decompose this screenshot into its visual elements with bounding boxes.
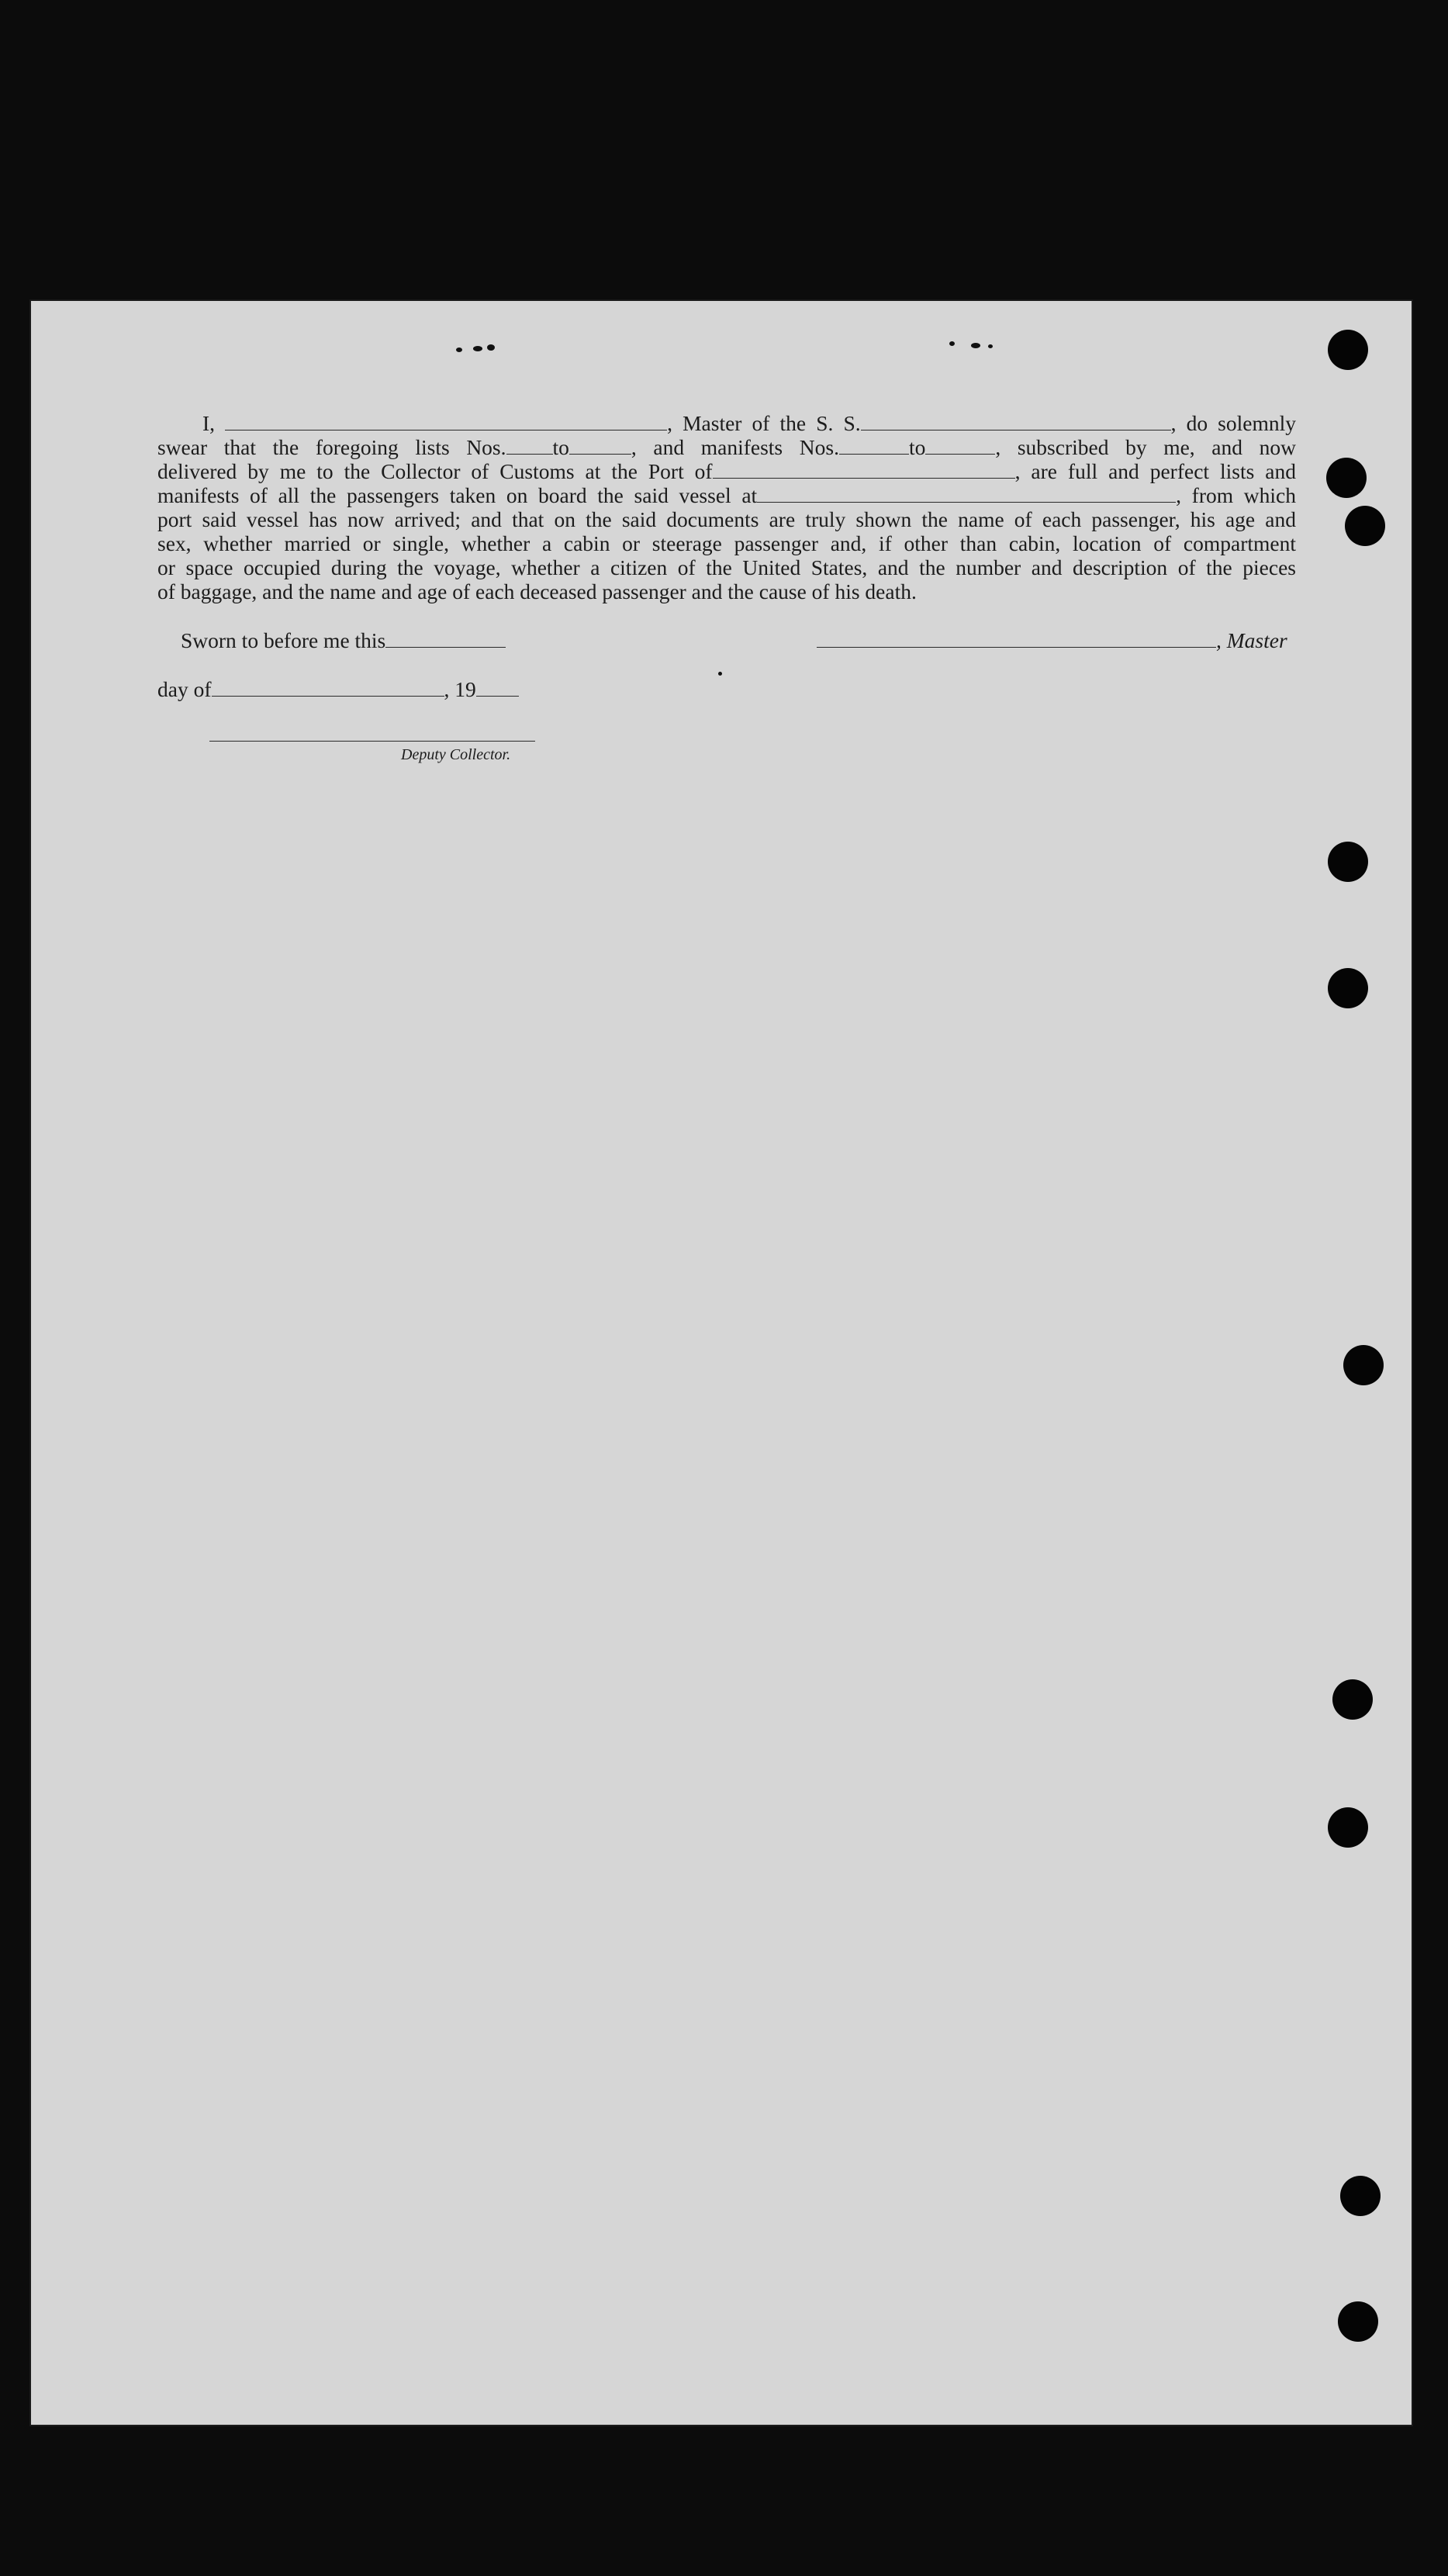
- manifest-to-blank: [925, 437, 995, 455]
- day-of-text: day of: [157, 677, 212, 701]
- speck: [487, 344, 495, 351]
- port-blank: [713, 461, 1015, 479]
- punch-hole: [1338, 2301, 1378, 2342]
- punch-hole: [1328, 330, 1368, 370]
- sworn-text: Sworn to before me this: [181, 628, 386, 652]
- punch-hole: [1328, 968, 1368, 1008]
- punch-hole: [1343, 1345, 1384, 1385]
- oath-line-2: [157, 435, 1296, 459]
- manifest-from-blank: [839, 437, 909, 455]
- oath-text: , Master of the S. S.: [667, 411, 861, 435]
- speck: [971, 343, 980, 348]
- day-row: [157, 677, 519, 702]
- oath-text: , do solemnly: [1170, 411, 1296, 435]
- punch-hole: [1345, 506, 1385, 546]
- oath-paragraph: [157, 411, 1296, 603]
- oath-text: to: [552, 435, 569, 459]
- oath-text: sex, whether married or single, whether a cabin or steerage passenger and, if other than cabin, location of compartment: [157, 531, 1296, 555]
- sworn-row: [181, 628, 506, 653]
- list-from-blank: [506, 437, 553, 455]
- oath-text: swear that the foregoing lists Nos.: [157, 435, 506, 459]
- oath-line-7: [157, 555, 1296, 579]
- oath-line-8: [157, 579, 1296, 603]
- oath-text: , subscribed by me, and now: [995, 435, 1296, 459]
- year-prefix: , 19: [444, 677, 476, 701]
- punch-hole: [1328, 842, 1368, 882]
- oath-text: , from which: [1176, 483, 1296, 507]
- oath-text: of baggage, and the name and age of each deceased passenger and the cause of his death.: [157, 579, 917, 603]
- speck: [949, 341, 955, 346]
- master-label: , Master: [1216, 628, 1287, 652]
- speck: [988, 344, 993, 348]
- ship-name-blank: [861, 413, 1171, 430]
- speck: [473, 346, 482, 351]
- oath-line-4: [157, 483, 1296, 507]
- month-blank: [212, 679, 444, 697]
- master-signature-row: [817, 628, 1287, 653]
- oath-line-5: [157, 507, 1296, 531]
- punch-hole: [1340, 2176, 1381, 2216]
- departure-port-blank: [757, 485, 1176, 503]
- punch-hole: [1326, 458, 1367, 498]
- list-to-blank: [569, 437, 631, 455]
- speck: [456, 348, 462, 352]
- punch-hole: [1332, 1679, 1373, 1720]
- oath-text: port said vessel has now arrived; and that on the said documents are truly shown the name of each passenger, his age and: [157, 507, 1296, 531]
- oath-line-1: [157, 411, 1296, 435]
- master-signature-blank: [817, 630, 1216, 648]
- oath-text: manifests of all the passengers taken on board the said vessel at: [157, 483, 758, 507]
- punch-hole: [1328, 1807, 1368, 1848]
- oath-line-3: [157, 459, 1296, 483]
- oath-text: I,: [202, 411, 216, 435]
- oath-line-6: [157, 531, 1296, 555]
- oath-text: or space occupied during the voyage, whether a citizen of the United States, and the number and description of the pieces: [157, 555, 1296, 579]
- document-sheet: [31, 301, 1412, 2425]
- oath-text: , are full and perfect lists and: [1014, 459, 1296, 483]
- deputy-signature-line: [209, 741, 535, 742]
- master-name-blank: [225, 413, 667, 430]
- oath-text: , and manifests Nos.: [631, 435, 839, 459]
- oath-text: delivered by me to the Collector of Customs at the Port of: [157, 459, 713, 483]
- year-blank: [476, 679, 519, 697]
- deputy-collector-caption: Deputy Collector.: [401, 746, 511, 763]
- speck: [718, 672, 722, 676]
- sworn-date-blank: [385, 630, 506, 648]
- oath-text: to: [908, 435, 926, 459]
